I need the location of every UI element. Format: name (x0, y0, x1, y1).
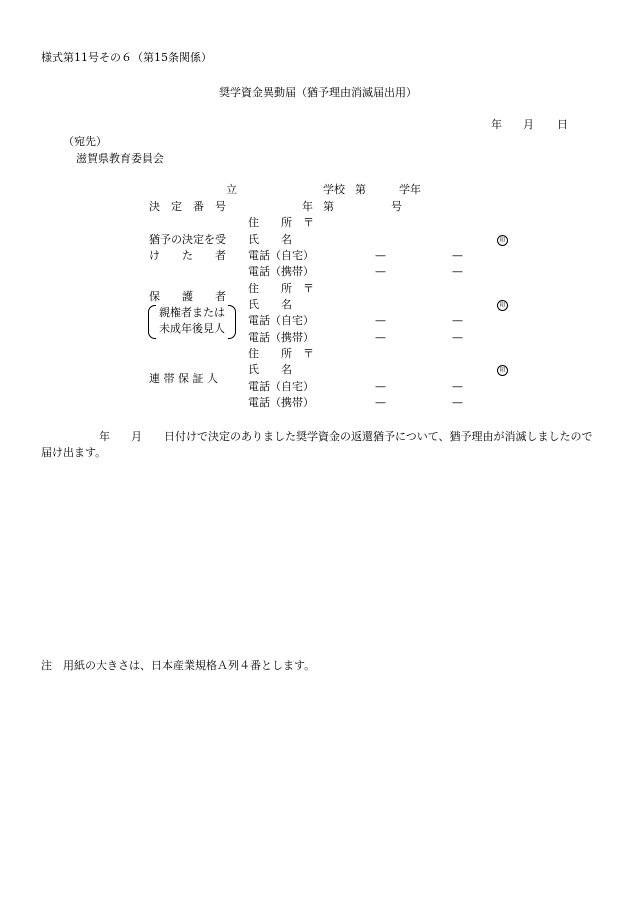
school-gakko: 学校 (323, 183, 345, 196)
guardian-bracket-line2: 未成年後見人 (159, 322, 225, 335)
body-nen: 年 (99, 430, 110, 443)
footnote: 注 用紙の大きさは、日本産業規格Ａ列４番とします。 (41, 659, 316, 672)
date-day: 日 (557, 118, 568, 131)
recipient-label-line1: 猶予の決定を受 (149, 233, 226, 246)
date-year: 年 (491, 118, 502, 131)
guardian-bracket-line1: 親権者または (159, 306, 225, 319)
recipient-label-line2: け た 者 (149, 249, 226, 262)
recipient-tel-home-label: 電話（自宅） (248, 249, 314, 262)
school-dai: 第 (355, 183, 366, 196)
guardian-tel-mobile-dash1: — (375, 331, 386, 344)
guarantor-tel-home-dash2: — (452, 380, 463, 393)
guardian-tel-home-dash1: — (375, 314, 386, 327)
addressee-name: 滋賀県教育委員会 (76, 152, 164, 165)
decision-label: 決 定 番 号 (149, 200, 226, 213)
date-month: 月 (523, 118, 534, 131)
form-number: 様式第11号その６（第15条関係） (41, 51, 212, 64)
guardian-name-label: 氏 名 (248, 298, 292, 311)
guardian-address-label: 住 所 〒 (248, 282, 314, 295)
guarantor-label: 連 帯 保 証 人 (149, 372, 218, 385)
guarantor-tel-mobile-label: 電話（携帯） (248, 396, 314, 409)
addressee-prefix: （宛先） (63, 135, 107, 148)
guardian-tel-mobile-label: 電話（携帯） (248, 331, 314, 344)
guardian-seal-icon: 印 (497, 300, 508, 311)
recipient-name-label: 氏 名 (248, 233, 292, 246)
recipient-address-label: 住 所 〒 (248, 216, 314, 229)
recipient-tel-mobile-dash1: — (375, 265, 386, 278)
body-text: 日付けで決定のありました奨学資金の返還猶予について、猶予理由が消滅しましたので (164, 430, 593, 443)
recipient-tel-home-dash1: — (375, 249, 386, 262)
decision-dai: 第 (323, 200, 334, 213)
guarantor-seal-icon: 印 (497, 365, 508, 376)
school-ritsu: 立 (226, 183, 237, 196)
decision-nen: 年 (302, 200, 313, 213)
recipient-seal-icon: 印 (497, 235, 508, 246)
guardian-tel-mobile-dash2: — (452, 331, 463, 344)
decision-gou: 号 (391, 200, 402, 213)
body-tsuki: 月 (131, 430, 142, 443)
form-title: 奨学資金異動届（猶予理由消滅届出用） (219, 86, 417, 99)
guarantor-tel-mobile-dash1: — (375, 396, 386, 409)
guarantor-address-label: 住 所 〒 (248, 347, 314, 360)
guardian-label: 保 護 者 (149, 290, 226, 303)
body-text2: 届け出ます。 (41, 446, 107, 459)
school-gakunen: 学年 (399, 183, 421, 196)
recipient-tel-mobile-dash2: — (452, 265, 463, 278)
guarantor-tel-mobile-dash2: — (452, 396, 463, 409)
recipient-tel-home-dash2: — (452, 249, 463, 262)
guarantor-tel-home-label: 電話（自宅） (248, 380, 314, 393)
guardian-tel-home-label: 電話（自宅） (248, 314, 314, 327)
guardian-tel-home-dash2: — (452, 314, 463, 327)
guarantor-name-label: 氏 名 (248, 363, 292, 376)
guarantor-tel-home-dash1: — (375, 380, 386, 393)
recipient-tel-mobile-label: 電話（携帯） (248, 265, 314, 278)
